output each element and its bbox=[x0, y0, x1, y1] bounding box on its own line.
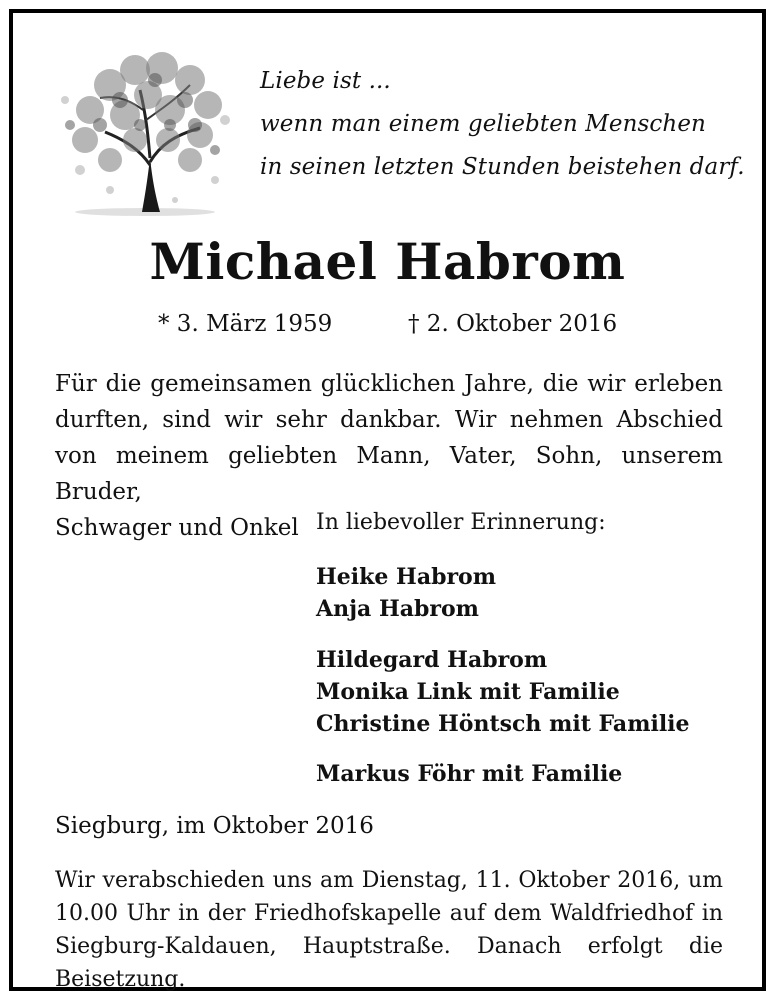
quote-line: in seinen letzten Stunden beistehen darf. bbox=[260, 154, 745, 180]
quote-line: Liebe ist ... bbox=[260, 68, 391, 94]
mourner-group bbox=[316, 561, 496, 625]
funeral-line: 10.00 Uhr in der Friedhofskapelle auf dem Waldfriedhof in bbox=[55, 901, 723, 926]
funeral-line: Wir verabschieden uns am Dienstag, 11. Oktober 2016, um bbox=[55, 868, 723, 893]
quote-line: wenn man einem geliebten Menschen bbox=[260, 111, 706, 137]
mourner-name: Christine Höntsch mit Familie bbox=[316, 711, 690, 737]
mourner-group bbox=[316, 758, 622, 790]
message-line: von meinem geliebten Mann, Vater, Sohn, unserem Bruder, bbox=[55, 443, 723, 505]
quote bbox=[260, 60, 745, 189]
mourner-name: Anja Habrom bbox=[316, 596, 479, 622]
deceased-name: Michael Habrom bbox=[149, 232, 626, 291]
mourner-name: Heike Habrom bbox=[316, 564, 497, 590]
message-line: Für die gemeinsamen glücklichen Jahre, die wir erleben bbox=[55, 371, 723, 397]
mourner-name: Markus Föhr mit Familie bbox=[316, 761, 623, 787]
death-date: † 2. Oktober 2016 bbox=[408, 311, 618, 337]
funeral-info bbox=[55, 864, 723, 996]
mourner-name: Hildegard Habrom bbox=[316, 647, 548, 673]
place-date: Siegburg, im Oktober 2016 bbox=[55, 813, 374, 839]
mourner-group bbox=[316, 644, 690, 740]
message-line: durften, sind wir sehr dankbar. Wir nehmen Abschied bbox=[55, 407, 723, 433]
birth-date: * 3. März 1959 bbox=[158, 311, 333, 337]
tree-icon bbox=[50, 40, 240, 220]
mourner-name: Monika Link mit Familie bbox=[316, 679, 620, 705]
message-line: Schwager und Onkel bbox=[55, 515, 299, 541]
funeral-line: Siegburg-Kaldauen, Hauptstraße. Danach erfolgt die Beisetzung. bbox=[55, 934, 723, 992]
memory-intro: In liebevoller Erinnerung: bbox=[316, 510, 606, 535]
